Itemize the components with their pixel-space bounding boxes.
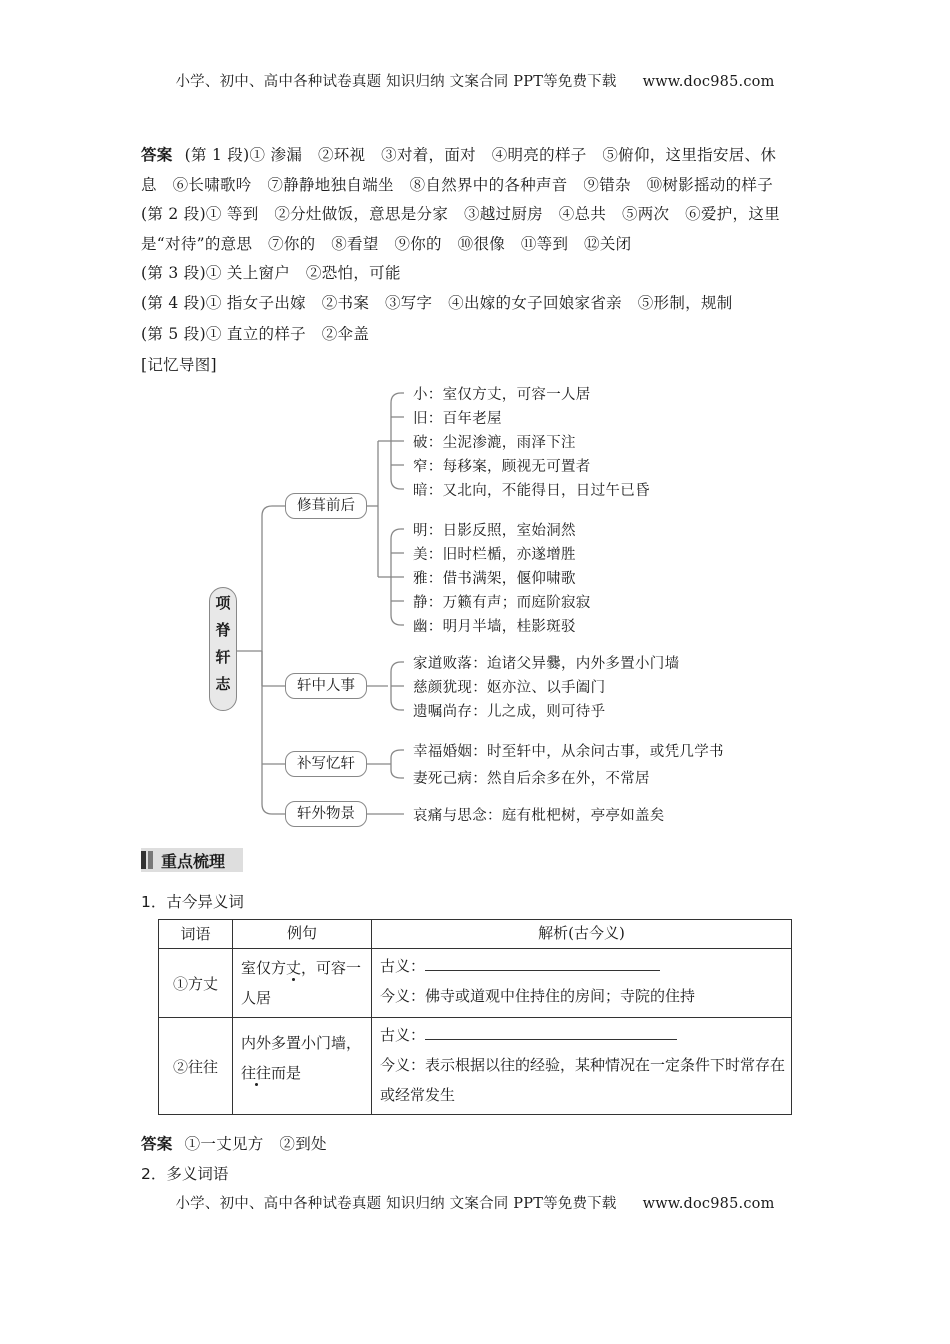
mindmap-leaf: 幸福婚姻：时至轩中，从余问古事，或凭几学书 — [413, 744, 724, 760]
mindmap-leaf: 暗：又北向，不能得日，日过午已昏 — [413, 483, 650, 499]
ancient-meaning-line: 古义： — [380, 1020, 785, 1050]
answer-line-5: (第 3 段)① 关上窗户 ②恐怕，可能 — [141, 264, 401, 282]
mindmap-root: 项 脊 轩 志 — [209, 587, 237, 711]
table-sentence-cell: 内外多置小门墙，往往而是 — [233, 1018, 372, 1115]
footer-url[interactable]: www.doc985.com — [642, 1196, 775, 1212]
page-footer — [0, 1192, 950, 1213]
branch-node-1: 修葺前后 — [285, 493, 367, 519]
mindmap-leaf: 破：尘泥渗漉，雨泽下注 — [413, 435, 576, 451]
section-marker — [148, 851, 153, 869]
table-header-cell: 词语 — [159, 920, 233, 949]
table-word-cell: ②往往 — [159, 1018, 233, 1115]
emphasis-dot-char: 往往 — [241, 1064, 272, 1082]
header-url[interactable]: www.doc985.com — [642, 74, 775, 90]
mindmap-leaf: 窄：每移案，顾视无可置者 — [413, 459, 591, 475]
fill-in-blank[interactable] — [425, 1023, 677, 1040]
modern-meaning-line: 今义：表示根据以往的经验，某种情况在一定条件下时常存在或经常发生 — [380, 1056, 786, 1104]
section-title: 重点梳理 — [161, 851, 226, 871]
q1-title: 1．古今异义词 — [141, 893, 244, 911]
q2-title: 2．多义词语 — [141, 1165, 229, 1183]
emphasis-dot-char: 丈 — [286, 959, 302, 977]
modern-meaning-line: 今义：佛寺或道观中住持住的房间；寺院的住持 — [380, 987, 696, 1005]
mindmap-leaf: 慈颜犹现：妪亦泣、以手阖门 — [413, 680, 606, 696]
answer-2: 答案 ①一丈见方 ②到处 — [141, 1135, 327, 1153]
answer-line-1: 答案 (第 1 段)① 渗漏 ②环视 ③对着，面对 ④明亮的样子 ⑤俯仰，这里指安居、休 — [141, 146, 777, 164]
table-row — [159, 949, 792, 1018]
fill-in-blank[interactable] — [425, 954, 660, 971]
mindmap-leaf: 幽：明月半墙，桂影斑驳 — [413, 619, 576, 635]
ancient-meaning-line: 古义： — [380, 951, 785, 981]
answer-line-3: (第 2 段)① 等到 ②分灶做饭，意思是分家 ③越过厨房 ④总共 ⑤两次 ⑥爱护，这里 — [141, 205, 780, 223]
mindmap-leaf: 明：日影反照，室始洞然 — [413, 523, 576, 539]
mindmap-leaf: 家道败落：迨诸父异爨，内外多置小门墙 — [413, 656, 680, 672]
mindmap-leaf: 静：万籁有声；而庭阶寂寂 — [413, 595, 591, 611]
branch-node-3: 补写忆轩 — [285, 751, 367, 777]
answer-label: 答案 — [141, 1135, 173, 1153]
table-row — [159, 1018, 792, 1115]
table-analysis-cell — [372, 1018, 792, 1115]
footer-text: 小学、初中、高中各种试卷真题 知识归纳 文案合同 PPT等免费下载 — [175, 1196, 617, 1212]
mindmap-leaf: 小：室仅方丈，可容一人居 — [413, 387, 591, 403]
answer-line-7: (第 5 段)① 直立的样子 ②伞盖 — [141, 325, 370, 343]
table-header-cell: 例句 — [233, 920, 372, 949]
branch-node-4: 轩外物景 — [285, 801, 367, 827]
table-analysis-cell — [372, 949, 792, 1018]
section-heading — [141, 848, 243, 872]
mindmap-leaf: 美：旧时栏楯，亦遂增胜 — [413, 547, 576, 563]
mindmap-leaf: 旧：百年老屋 — [413, 411, 502, 427]
table-header-cell: 解析(古今义) — [372, 920, 792, 949]
branch-node-2: 轩中人事 — [285, 673, 367, 699]
section-marker — [141, 851, 146, 869]
table-word-cell: ①方丈 — [159, 949, 233, 1018]
answer-line-2: 息 ⑥长啸歌吟 ⑦静静地独自端坐 ⑧自然界中的各种声音 ⑨错杂 ⑩树影摇动的样子 — [141, 176, 774, 194]
mindmap-leaf: 哀痛与思念：庭有枇杷树，亭亭如盖矣 — [413, 808, 665, 824]
mindmap-leaf: 雅：借书满架，偃仰啸歌 — [413, 571, 576, 587]
header-text: 小学、初中、高中各种试卷真题 知识归纳 文案合同 PPT等免费下载 — [175, 74, 617, 90]
mindmap-heading: [记忆导图] — [141, 356, 217, 374]
answer-label: 答案 — [141, 146, 173, 164]
mindmap-leaf: 遗嘱尚存：儿之成，则可待乎 — [413, 704, 606, 720]
answer-line-4: 是“对待”的意思 ⑦你的 ⑧看望 ⑨你的 ⑩很像 ⑪等到 ⑫关闭 — [141, 235, 632, 253]
ancient-modern-table — [158, 919, 792, 1115]
table-sentence-cell: 室仅方丈，可容一人居 — [233, 949, 372, 1018]
answer-line-6: (第 4 段)① 指女子出嫁 ②书案 ③写字 ④出嫁的女子回娘家省亲 ⑤形制，规制 — [141, 294, 733, 312]
mindmap-leaf: 妻死己病：然自后余多在外，不常居 — [413, 771, 650, 787]
table-header-row — [159, 920, 792, 949]
